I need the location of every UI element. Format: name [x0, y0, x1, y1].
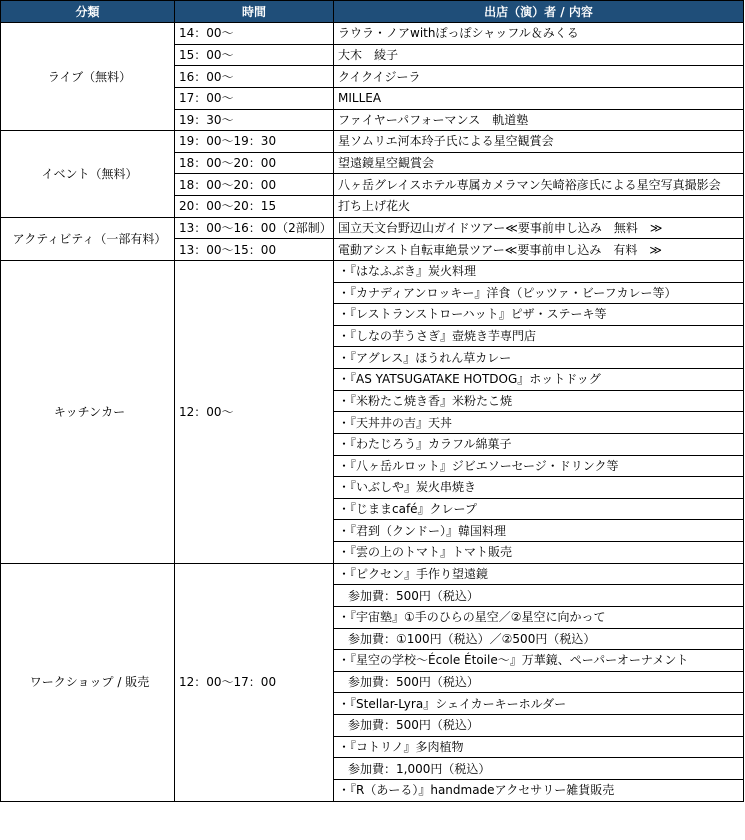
time-header: 時間	[175, 1, 334, 23]
time-cell: 20：00〜20：15	[175, 196, 334, 218]
list-item: ・『米粉たこ焼き香』米粉たこ焼	[334, 390, 744, 412]
time-cell: 17：00〜	[175, 87, 334, 109]
table-row	[1, 131, 744, 153]
content-cell: ファイヤーパフォーマンス 軌道塾	[334, 109, 744, 131]
list-item: 参加費：500円（税込）	[334, 585, 744, 607]
category-cell: ワークショップ / 販売	[1, 563, 175, 801]
content-cell: 国立天文台野辺山ガイドツアー≪要事前申し込み 無料 ≫	[334, 217, 744, 239]
list-item: ・『雲の上のトマト』トマト販売	[334, 542, 744, 564]
list-item: 参加費：500円（税込）	[334, 671, 744, 693]
content-cell: ラウラ・ノアwithぽっぽシャッフル＆みくる	[334, 23, 744, 45]
table-row	[1, 260, 744, 282]
list-item: ・『じままcafé』クレープ	[334, 498, 744, 520]
list-item: ・『はなふぶき』炭火料理	[334, 260, 744, 282]
time-cell: 12：00〜	[175, 260, 334, 563]
list-item: ・『星空の学校〜École Étoile〜』万華鏡、ペーパーオーナメント	[334, 650, 744, 672]
list-item: ・『ピクセン』手作り望遠鏡	[334, 563, 744, 585]
list-item: ・『カナディアンロッキー』洋食（ピッツァ・ビーフカレー等）	[334, 282, 744, 304]
schedule-body	[1, 23, 744, 802]
category-header: 分類	[1, 1, 175, 23]
content-cell: 八ヶ岳グレイスホテル専属カメラマン矢崎裕彦氏による星空写真撮影会	[334, 174, 744, 196]
list-item: ・『しなの芋うさぎ』壺焼き芋専門店	[334, 325, 744, 347]
time-cell: 12：00〜17：00	[175, 563, 334, 801]
category-cell: キッチンカー	[1, 260, 175, 563]
list-item: ・『R（あーる）』handmadeアクセサリー雑貨販売	[334, 779, 744, 801]
time-cell: 18：00〜20：00	[175, 174, 334, 196]
content-cell: 望遠鏡星空観賞会	[334, 152, 744, 174]
list-item: ・『宇宙塾』①手のひらの星空／②星空に向かって	[334, 606, 744, 628]
content-cell: 大木 綾子	[334, 44, 744, 66]
time-cell: 16：00〜	[175, 66, 334, 88]
header-row	[1, 1, 744, 23]
time-cell: 19：00〜19：30	[175, 131, 334, 153]
list-item: ・『いぶしや』炭火串焼き	[334, 477, 744, 499]
list-item: ・『AS YATSUGATAKE HOTDOG』ホットドッグ	[334, 369, 744, 391]
list-item: 参加費：500円（税込）	[334, 715, 744, 737]
list-item: ・『天丼井の吉』天丼	[334, 412, 744, 434]
content-cell: 打ち上げ花火	[334, 196, 744, 218]
time-cell: 13：00〜16：00（2部制）	[175, 217, 334, 239]
list-item: ・『アグレス』ほうれん草カレー	[334, 347, 744, 369]
time-cell: 19：30〜	[175, 109, 334, 131]
content-cell: 電動アシスト自転車絶景ツアー≪要事前申し込み 有料 ≫	[334, 239, 744, 261]
category-cell: アクティビティ（一部有料）	[1, 217, 175, 260]
time-cell: 14：00〜	[175, 23, 334, 45]
list-item: ・『わたじろう』カラフル綿菓子	[334, 433, 744, 455]
table-row	[1, 563, 744, 585]
list-item: ・『八ヶ岳ルロット』ジビエソーセージ・ドリンク等	[334, 455, 744, 477]
list-item: ・『レストランストローハット』ピザ・ステーキ等	[334, 304, 744, 326]
list-item: ・『コトリノ』多肉植物	[334, 736, 744, 758]
list-item: 参加費：1,000円（税込）	[334, 758, 744, 780]
list-item: ・『君到（クンドー）』韓国料理	[334, 520, 744, 542]
category-cell: ライブ（無料）	[1, 23, 175, 131]
content-cell: 星ソムリエ河本玲子氏による星空観賞会	[334, 131, 744, 153]
list-item: ・『Stellar-Lyra』シェイカーキーホルダー	[334, 693, 744, 715]
time-cell: 18：00〜20：00	[175, 152, 334, 174]
content-cell: クイクイジーラ	[334, 66, 744, 88]
table-row	[1, 217, 744, 239]
time-cell: 13：00〜15：00	[175, 239, 334, 261]
time-cell: 15：00〜	[175, 44, 334, 66]
table-row	[1, 23, 744, 45]
list-item: 参加費：①100円（税込）／②500円（税込）	[334, 628, 744, 650]
category-cell: イベント（無料）	[1, 131, 175, 218]
content-cell: MILLEA	[334, 87, 744, 109]
performer-header: 出店（演）者 / 内容	[334, 1, 744, 23]
